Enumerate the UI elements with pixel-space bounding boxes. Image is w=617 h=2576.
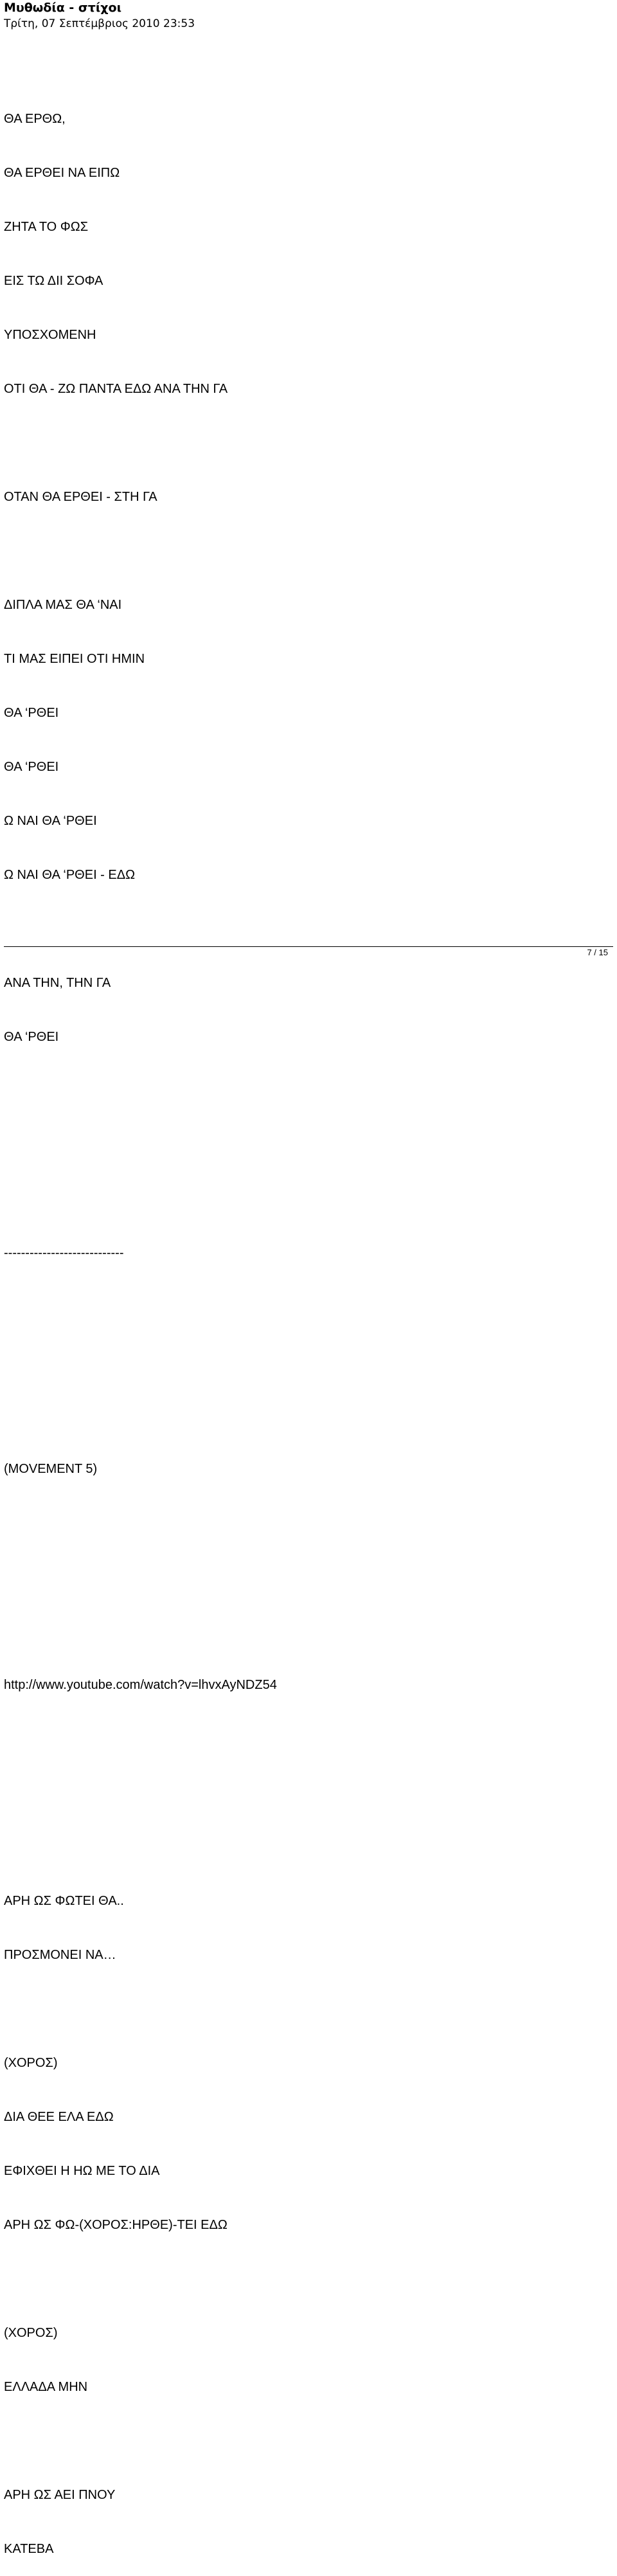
lyric-line: ΘΑ ‘ΡΘΕΙ [4,706,59,720]
lyric-line: ΑΡΗ ΩΣ ΑΕΙ ΠΝΟΥ [4,2488,116,2502]
lyric-line: ΥΠΟΣΧΟΜΕΝΗ [4,328,96,342]
lyric-line: ΘΑ ‘ΡΘΕΙ [4,1030,59,1044]
blank-line [4,1622,277,1640]
footer-divider [4,946,613,947]
lyric-line: ΟΤΙ ΘΑ - ΖΩ ΠΑΝΤΑ ΕΔΩ ΑΝΑ ΤΗΝ ΓΑ [4,382,228,396]
lyric-line: ΘΑ ‘ΡΘΕΙ [4,760,59,774]
document-title: Μυθωδία - στίχοι [4,1,121,15]
blank-line [4,1514,277,1532]
lyric-line: ΘΑ ΕΡΘΩ, [4,112,66,126]
lyric-line: ΟΤΑΝ ΘΑ ΕΡΘΕΙ - ΣΤΗ ΓΑ [4,490,157,504]
page-header [4,0,195,32]
lyric-line: (ΧΟΡΟΣ) [4,2326,58,2340]
blank-line [4,1136,277,1154]
lyric-line: ΕΙΣ ΤΩ ΔΙΙ ΣΟΦΑ [4,274,103,288]
blank-line [4,1784,277,1802]
blank-line [4,2000,277,2018]
lyric-line: Ω ΝΑΙ ΘΑ ‘ΡΘΕΙ [4,814,97,828]
lyric-line: ΔΙΑ ΘΕΕ ΕΛΑ ΕΔΩ [4,2110,114,2124]
blank-line [4,1406,277,1424]
page-number: 7 / 15 [587,948,608,957]
blank-line [4,1352,277,1370]
lyric-line: ΚΑΤΕΒΑ [4,2542,54,2556]
document-date: Τρίτη, 07 Σεπτέμβριος 2010 23:53 [4,17,195,30]
lyric-line: ΠΡΟΣΜΟΝΕΙ ΝΑ… [4,1948,116,1962]
blank-line [4,1298,277,1316]
blank-line [4,2270,277,2288]
lyric-line: ΑΡΗ ΩΣ ΦΩ-(ΧΟΡΟΣ:ΗΡΘΕ)-ΤΕΙ ΕΔΩ [4,2218,228,2232]
blank-line [4,542,277,560]
blank-line [4,920,277,938]
lyric-line: Ω ΝΑΙ ΘΑ ‘ΡΘΕΙ - ΕΔΩ [4,868,136,882]
lyric-line: (ΧΟΡΟΣ) [4,2056,58,2070]
youtube-link-text: http://www.youtube.com/watch?v=lhvxAyNDZ54 [4,1678,277,1692]
lyric-line: ΤΙ ΜΑΣ ΕΙΠΕΙ ΟΤΙ ΗΜΙΝ [4,652,145,666]
lyric-line: ΔΙΠΛΑ ΜΑΣ ΘΑ ‘ΝΑΙ [4,598,122,612]
movement-heading: (MOVEMENT 5) [4,1462,98,1476]
lyrics-body [4,74,277,2576]
blank-line [4,1838,277,1856]
blank-line [4,1568,277,1586]
lyric-line: ΕΦΙΧΘΕΙ Η ΗΩ ΜΕ ΤΟ ΔΙΑ [4,2164,160,2178]
lyric-line: ΑΡΗ ΩΣ ΦΩΤΕΙ ΘΑ.. [4,1894,124,1908]
separator-line: ---------------------------- [4,1246,124,1260]
blank-line [4,1190,277,1208]
lyric-line: ΕΛΛΑΔΑ ΜΗΝ [4,2380,88,2394]
blank-line [4,434,277,452]
lyric-line: ΖΗΤΑ ΤΟ ΦΩΣ [4,220,89,234]
blank-line [4,1730,277,1748]
lyric-line: ΘΑ ΕΡΘΕΙ ΝΑ ΕΙΠΩ [4,166,120,180]
lyric-line: ΑΝΑ ΤΗΝ, ΤΗΝ ΓΑ [4,976,111,990]
blank-line [4,2432,277,2450]
blank-line [4,1082,277,1100]
